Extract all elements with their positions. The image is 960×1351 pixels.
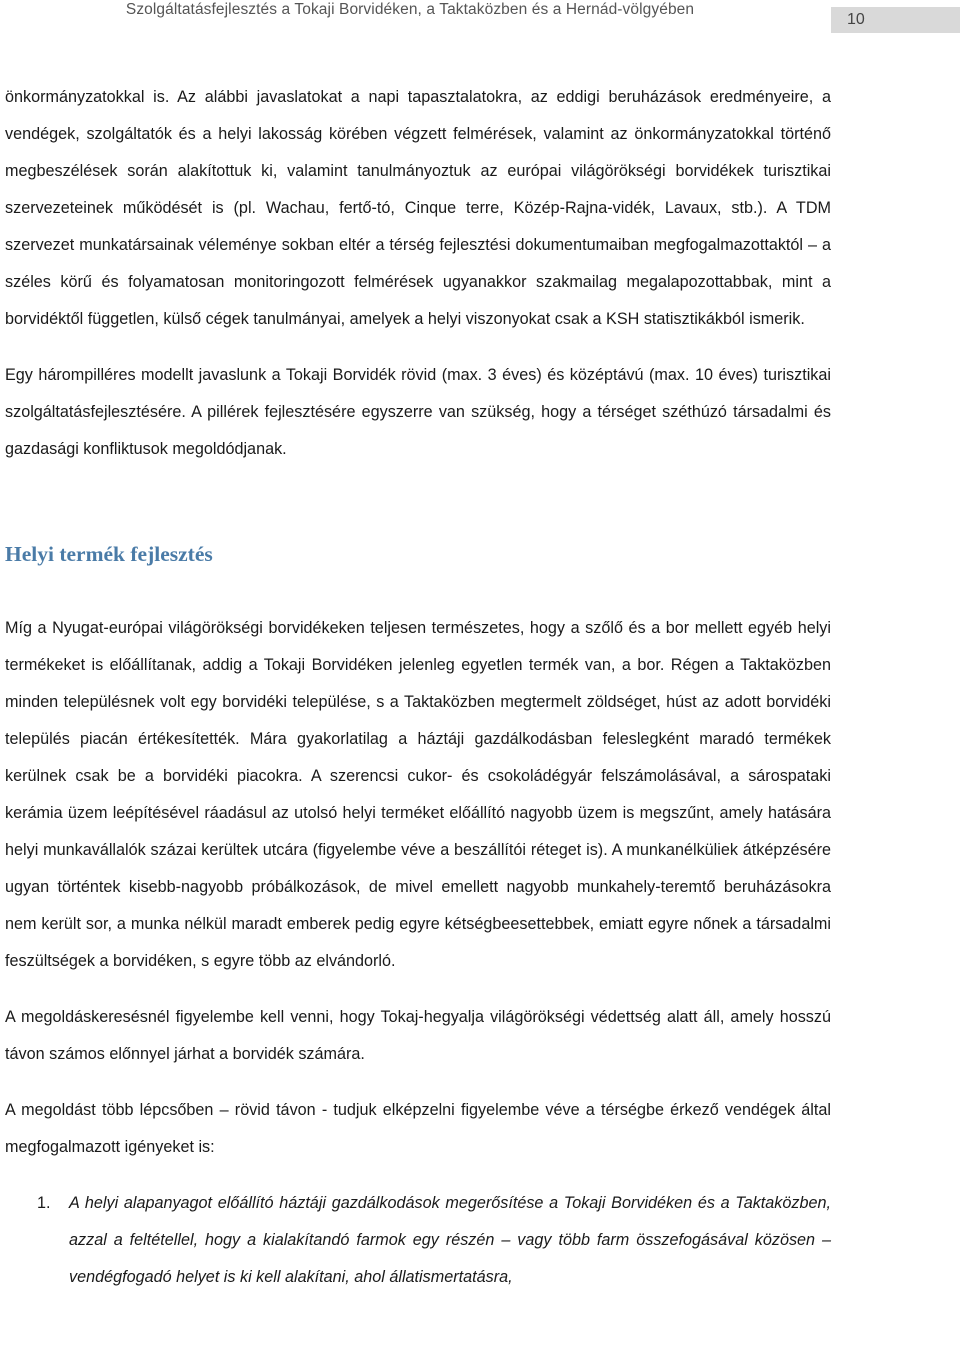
section-heading: Helyi termék fejlesztés <box>5 542 213 566</box>
numbered-list <box>5 1185 831 1296</box>
running-header-title: Szolgáltatásfejlesztés a Tokaji Borvidéken, a Taktaközben és a Hernád-völgyében <box>125 1 695 18</box>
page-body <box>5 79 831 1296</box>
paragraph-world-heritage: A megoldáskeresésnél figyelembe kell venni, hogy Tokaj-hegyalja világörökségi védettség alatt áll, amely hosszú távon számos előnnyel járhat a borvidék számára. <box>5 1008 831 1063</box>
list-item-text: A helyi alapanyagot előállító háztáji gazdálkodások megerősítése a Tokaji Borvidéken és a Taktaközben, azzal a feltétellel, hogy a kialakítandó farmok egy részén – vagy több farm összefogásával közösen – vendégfogadó helyet is ki kell alakítani, ahol állatismertatásra, <box>69 1194 831 1286</box>
paragraph-three-pillar-model: Egy hárompilléres modellt javaslunk a Tokaji Borvidék rövid (max. 3 éves) és középtávú (max. 10 éves) turisztikai szolgáltatásfejlesztésére. A pillérek fejlesztésére egyszerre van szükség, hogy a térséget széthúzó társadalmi és gazdasági konfliktusok megoldódjanak. <box>5 366 831 458</box>
paragraph-intro: önkormányzatokkal is. Az alábbi javaslatokat a napi tapasztalatokra, az eddigi beruházások eredményeire, a vendégek, szolgáltatók és a helyi lakosság körében végzett felmérések, valamint az önkormányzatokkal történő megbeszélések során alakítottuk ki, valamint tanulmányoztuk az európai világörökségi borvidékek turisztikai szervezeteinek működését is (pl. Wachau, fertő-tó, Cinque terre, Közép-Rajna-vidék, Lavaux, stb.). A TDM szervezet munkatársainak véleménye sokban eltér a térség fejlesztési dokumentumaiban megfogalmazottaktól – a széles körű és folyamatosan monitoringozott felmérések ugyanakkor szakmailag megalapozottabbak, mint a borvidéktől független, külső cégek tanulmányai, amelyek a helyi viszonyokat csak a KSH statisztikákból ismerik. <box>5 88 831 328</box>
paragraph-local-products: Míg a Nyugat-európai világörökségi borvidékeken teljesen természetes, hogy a szőlő és a bor mellett egyéb helyi termékeket is előállítanak, addig a Tokaji Borvidéken jelenleg egyetlen termék van, a bor. Régen a Taktaközben minden településnek volt egy borvidéki települése, s a Taktaközben megtermelt zöldséget, húst az adott borvidéki település piacán értékesítették. Mára gyakorlatilag a háztáji gazdálkodásban feleslegként maradó termékek kerülnek csak be a borvidéki piacokra. A szerencsi cukor- és csokoládégyár felszámolásával, a sárospataki kerámia üzem leépítésével ráadásul az utolsó helyi terméket előállító nagyobb üzem is megszűnt, amely hatására helyi munkavállalók százai kerültek utcára (figyelembe véve a beszállítói réteget is). A munkanélküliek átképzésére ugyan történtek kisebb-nagyobb próbálkozások, de mivel emellett nagyobb munkahely-teremtő beruházásokra nem került sor, a munka nélkül maradt emberek pedig egyre kétségbeesettebbek, emiatt egyre nőnek a társadalmi feszültségek a borvidéken, s egyre több az elvándorló. <box>5 619 831 970</box>
paragraph-solution-steps: A megoldást több lépcsőben – rövid távon - tudjuk elképzelni figyelembe véve a térségbe érkező vendégek által megfogalmazott igényeket is: <box>5 1101 831 1156</box>
page-number-box: 10 <box>831 7 960 33</box>
list-item <box>5 1185 831 1296</box>
list-item-number: 1. <box>37 1194 51 1212</box>
page-header <box>0 0 960 34</box>
